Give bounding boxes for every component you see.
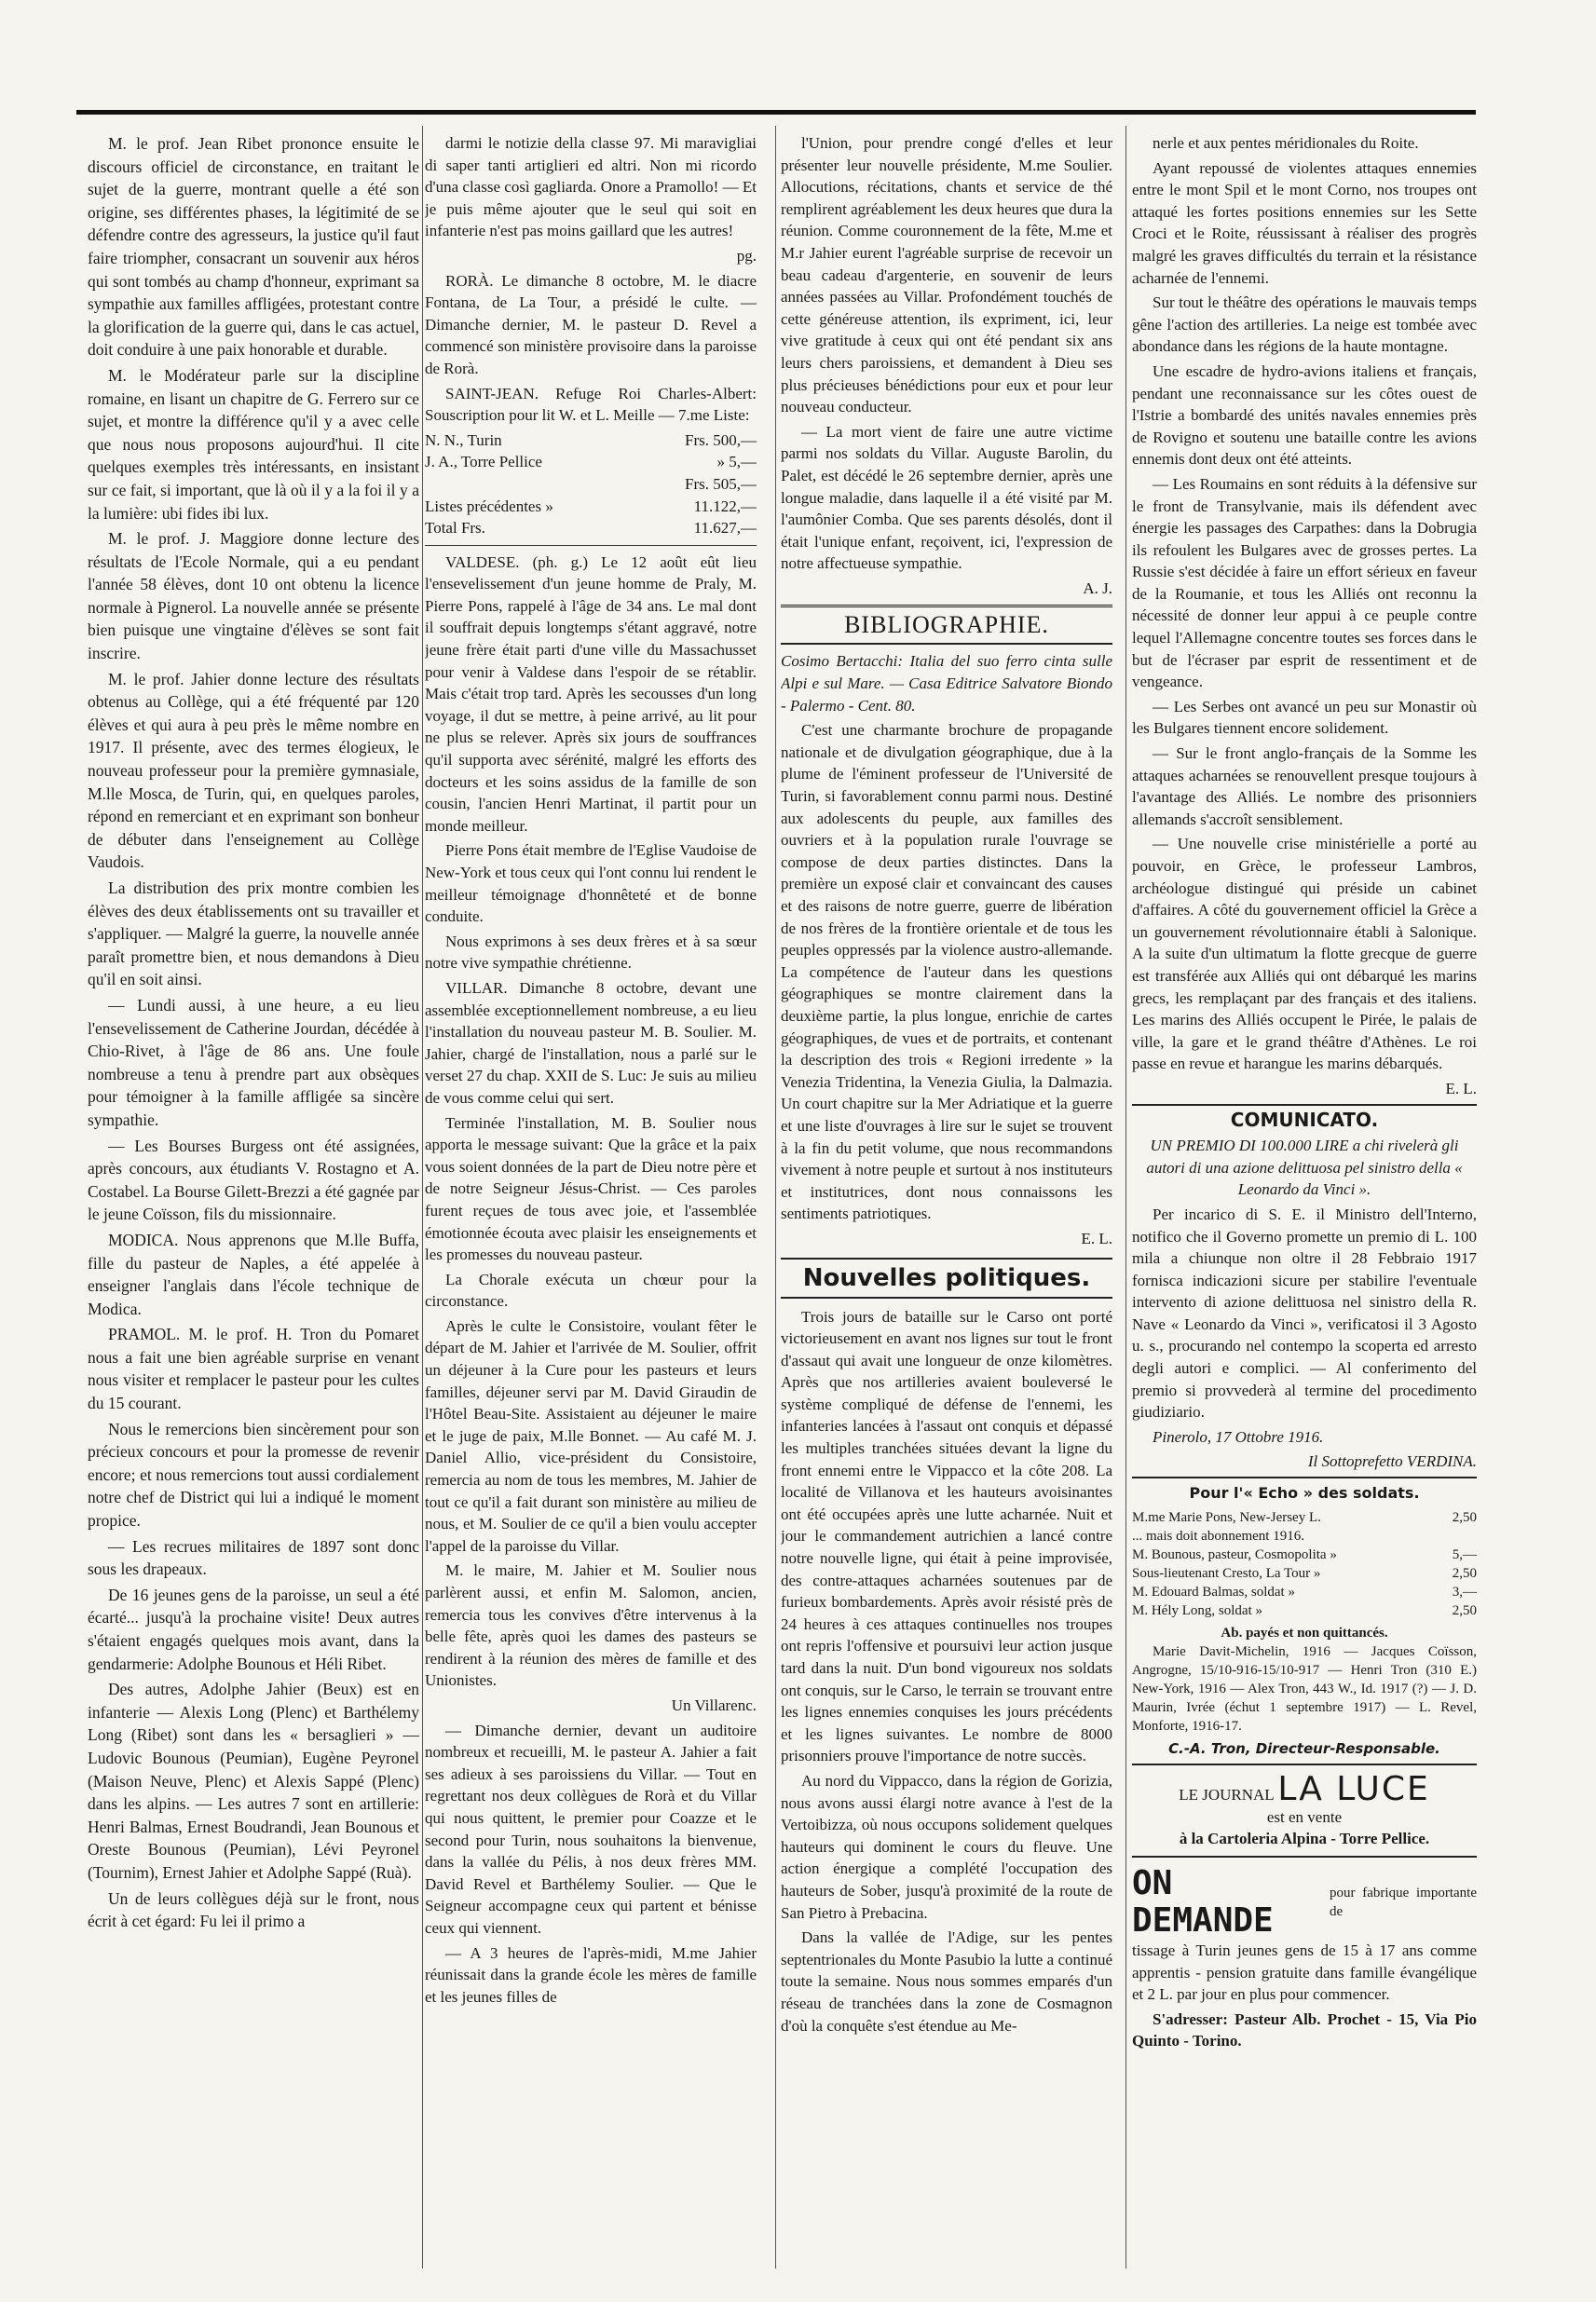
paragraph: — A 3 heures de l'après-midi, M.me Jahier réunissait dans la grande école les mères de famille et les jeunes filles de (425, 1943, 757, 2006)
paragraph: Nous exprimons à ses deux frères et à sa sœur notre vive sympathie chrétienne. (425, 932, 757, 973)
paragraph: Pierre Pons était membre de l'Eglise Vaudoise de New-York et tous ceux qui l'ont connu lui rendent le meilleur témoignage d'honnêteté et de bonne conduite. (425, 841, 757, 926)
paragraph: — Les Bourses Burgess ont été assignées, après concours, aux étudiants V. Rostagno et A. Costabel. La Bourse Gilett-Brezzi a été gagnée par le jeune Coïsson, fils du missionnaire. (88, 1136, 419, 1224)
paragraph: M. le prof. Jahier donne lecture des résultats obtenus au Collège, qui a été fréquenté par 120 élèves et qui aura à peu près le même nombre en 1917. Il présente, avec des termes élogieux, le nouveau professeur pour la première gymnasiale, M.lle Mosca, de Turin, qui, en quelques paroles, répond en remerciant et en exprimant son bonheur de débuter dans l'enseignement au Collège Vaudois. (88, 669, 419, 872)
nouvelles-politiques-title: Nouvelles politiques. (781, 1258, 1112, 1299)
paragraph: darmi le notizie della classe 97. Mi maravigliai di saper tanti artiglieri ed altri. Non mi ricordo d'una classe così gagliarda. Onore a Pramollo! — Et je puis même ajouter que le seul qui soit en infanterie n'est pas moins gaillard que les autres! (425, 134, 757, 240)
signature: E. L. (1445, 1079, 1477, 1097)
signature: E. L. (1081, 1229, 1112, 1247)
echo-row: M. Bounous, pasteur, Cosmopolita » 5,— (1132, 1546, 1477, 1562)
subscription-row: J. A., Torre Pellice » 5,— (425, 453, 757, 471)
abonnements-text: Marie Davit-Michelin, 1916 — Jacques Coïsson, Angrogne, 15/10-916-15/10-917 — Henri Tron (310 E.) New-York, 1916 — Alex Tron, 443 W., Id. 1917 (?) — J. D. Maurin, Ivrée (échut 1 septembre 1917) — L. Revel, Monforte, 1916-17. (1132, 1643, 1477, 1734)
column-1 (88, 132, 419, 2275)
paragraph: — Les Serbes ont avancé un peu sur Monastir où les Bulgares tiennent encore solidement. (1132, 697, 1477, 738)
comunicato-text: Per incarico di S. E. il Ministro dell'Interno, notifico che il Governo promette un premio di L. 100 mila a chiunque non oltre il 28 Febbraio 1917 fornisca indicazioni sicure per stabilire l'eventuale intervento di azione delittuosa nel sinistro della R. Nave « Leonardo da Vinci », verificatosi il 3 Agosto u. s., procurando nel contempo la scoperta ed arresto degli autori e complici. — Al conferimento del premio si provvederà al termine del procedimento giudiziario. (1132, 1205, 1477, 1422)
paragraph: — Dimanche dernier, devant un auditoire nombreux et recueilli, M. le pasteur A. Jahier a fait ses adieux à ses paroissiens du Villar. — Tout en regrettant nos deux collègues de Rorà et du Villar qui nous quittent, le premier pour Coazze et le second pour Turin, nous souhaitons la bienvenue, dans la vallée du Pélis, à nos deux frères MM. David Revel et Barthélemy Soulier. — Que le Seigneur accompagne ceux qui partent et bénisse ceux qui viennent. (425, 1721, 757, 1937)
column-divider (422, 126, 423, 2268)
paragraph: MODICA. Nous apprenons que M.lle Buffa, fille du pasteur de Naples, a été appelée à enseigner l'anglais dans l'école technique de Modica. (88, 1230, 419, 1318)
paragraph: — Une nouvelle crise ministérielle a porté au pouvoir, en Grèce, le professeur Lambros, archéologue distingué qui préside un cabinet d'affaires. A côté du gouvernement officiel la Grèce a un gouvernement révolutionnaire établi à Salonique. A la suite d'un ultimatum la flotte grecque de guerre est transférée aux Alliés qui ont débarqué les marins grecs, les remplaçant par des français et des italiens. Les marins des Alliés occupent le Pirée, le palais de ville, la gare et le grand théâtre d'Athènes. Le roi passe en revue et harangue les marins débarqués. (1132, 835, 1477, 1073)
paragraph: M. le prof. J. Maggiore donne lecture des résultats de l'Ecole Normale, qui a eu pendant l'année 58 élèves, dont 10 ont obtenu la licence normale à Pignerol. La nouvelle année se présente bien puisque une vingtaine d'élèves se sont fait inscrire. (88, 529, 419, 663)
paragraph: l'Union, pour prendre congé d'elles et leur présenter leur nouvelle présidente, M.me Soulier. Allocutions, récitations, chants et service de thé remplirent agréablement les deux heures que dura la réunion. Comme couronnement de la fête, M.me et M.r Jahier eurent l'agréable surprise de recevoir un beau cadeau d'argenterie, en souvenir de leurs années passées au Villar. Profondément touchés de cette généreuse attention, ils expriment, ici, leur vive gratitude à ceux qui ont été pendant six ans leurs chers paroissiens, et demandent à Dieu ses plus précieuses bénédictions pour eux et pour leur nouveau conducteur. (781, 134, 1112, 416)
paragraph: Un de leurs collègues déjà sur le front, nous écrit à cet égard: Fu lei il primo a (88, 1888, 419, 1931)
paragraph: PRAMOL. M. le prof. H. Tron du Pomaret nous a fait une bien agréable surprise en venant nous visiter et remplacer le pasteur pour les cultes du 15 courant. (88, 1325, 419, 1413)
echo-row: Sous-lieutenant Cresto, La Tour » 2,50 (1132, 1565, 1477, 1581)
paragraph: Dans la vallée de l'Adige, sur les pentes septentrionales du Monte Pasubio la lutte a continué toute la semaine. Nous nous sommes emparés d'un réseau de tranchées dans la zone de Cosmagnon d'où la conquête s'est étendue au Me- (781, 1928, 1112, 2035)
luce-sub: est en vente (1266, 1807, 1343, 1826)
paragraph: — La mort vient de faire une autre victime parmi nos soldats du Villar. Auguste Barolin, du Palet, est décédé le 26 septembre dernier, après une longue maladie, dans laquelle il a été visité par M. l'aumônier Comba. Que ses parents désolés, dont il était l'unique enfant, reçoivent, ici, l'expression de notre affectueuse sympathie. (781, 422, 1112, 573)
paragraph: La distribution des prix montre combien les élèves des deux établissements ont su travailler et s'appliquer. — Malgré la guerre, la nouvelle année paraît promettre bien, et nous demandons à Dieu qu'il en soit ainsi. (88, 879, 419, 989)
on-demande-advert (1132, 1865, 1477, 2052)
luce-pre: LE JOURNAL (1179, 1786, 1275, 1805)
paragraph: Des autres, Adolphe Jahier (Beux) est en infanterie — Alexis Long (Plenc) et Barthélemy Long (Ribet) sont dans les « bersaglieri » — Ludovic Bounous (Peumian), Eugène Peyronel (Maison Neuve, Plenc) et Alexis Sappé (Plenc) dans les alpins. — Les autres 7 sont en artillerie: Henri Balmas, Ernest Boudrandi, Jean Bounous et Oreste Bounous (Peumian), Lévi Peyronel (Tournim), Ernest Jahier et Adolphe Sappé (Ruà). (88, 1680, 419, 1882)
paragraph: VALDESE. (ph. g.) Le 12 août eût lieu l'ensevelissement d'un jeune homme de Praly, M. Pierre Pons, rappelé à l'âge de 34 ans. Le mal dont il souffrait depuis longtemps s'étant aggravé, notre jeune frère était parti d'une ville du Massachusset pour venir à Valdese dans l'espoir de se rétablir. Mais c'était trop tard. Après les secousses d'un long voyage, il dut se mettre, à peine arrivé, au lit pour ne plus se relever. Après six jours de souffrances qu'il supporta avec sérénité, malgré les efforts des docteurs et les soins assidus de la famille de son cousin, l'ancien Henri Martinat, il partit pour un monde meilleur. (425, 552, 757, 835)
comunicato-date: Pinerolo, 17 Ottobre 1916. (1153, 1427, 1324, 1446)
signature: Un Villarenc. (671, 1696, 757, 1714)
paragraph: RORÀ. Le dimanche 8 octobre, M. le diacre Fontana, de La Tour, a présidé le culte. — Dimanche dernier, M. le pasteur D. Revel a commencé son ministère provisoire dans la paroisse de Rorà. (425, 271, 757, 377)
column-divider (775, 126, 776, 2268)
column-2 (425, 132, 757, 2275)
paragraph: Au nord du Vippacco, dans la région de Gorizia, nous avons aussi élargi notre avance à l'est de la Vertoibizza, où nous occupons solidement quelques hauteurs qui dominent le cours du fleuve. Une action énergique a complété l'occupation des hauteurs de Sober, jusqu'à proximité de la route de San Pietro à Prebacina. (781, 1771, 1112, 1922)
echo-row: ... mais doit abonnement 1916. (1132, 1528, 1304, 1544)
bibliographie-title: BIBLIOGRAPHIE. (781, 605, 1112, 645)
paragraph: Ayant repoussé de violentes attaques ennemies entre le mont Spil et le mont Corno, nos troupes ont attaqué les fortes positions ennemies sur les Sette Croci et le Roite, réussissant à réaliser des progrès malgré les graves difficultés du terrain et la résistance acharnée de l'ennemi. (1132, 158, 1477, 287)
paragraph: — Les Roumains en sont réduits à la défensive sur le front de Transylvanie, mais ils défendent avec énergie les passages des Carpathes: dans la Dobrugia ils refoulent les Bulgares avec de grosses pertes. La Russie s'est décidée à faire un effort sérieux en faveur de la Roumanie, et tous les Alliés ont reconnu la nécessité de donner leur appui à ce peuple contre lequel l'Allemagne concentre toutes ses forces dans le but de l'écraser par esprit de ressentiment et de vengeance. (1132, 474, 1477, 691)
paragraph: SAINT-JEAN. Refuge Roi Charles-Albert: Souscription pour lit W. et L. Meille — 7.me Liste: (425, 384, 757, 425)
paragraph: La Chorale exécuta un chœur pour la circonstance. (425, 1270, 757, 1311)
comunicato-signature: Il Sottoprefetto VERDINA. (1307, 1452, 1477, 1471)
echo-title: Pour l'« Echo » des soldats. (1132, 1477, 1477, 1505)
demande-side: pour fabrique importante de (1330, 1886, 1477, 1919)
paragraph: — Les recrues militaires de 1897 sont donc sous les drapeaux. (88, 1536, 419, 1579)
la-luce-advert (1132, 1770, 1477, 1858)
subscription-row: Total Frs. 11.627,— (425, 519, 757, 538)
subscription-row: Listes précédentes » 11.122,— (425, 497, 757, 515)
echo-list (1132, 1508, 1477, 1620)
paragraph: — Lundi aussi, à une heure, a eu lieu l'ensevelissement de Catherine Jourdan, décédée à Chio-Rivet, à l'âge de 86 ans. Une foule nombreuse a tenu à prendre part aux obsèques pour témoigner à la famille affligée sa sincère sympathie. (88, 995, 419, 1129)
directeur-line: C.-A. Tron, Directeur-Responsable. (1132, 1738, 1477, 1766)
subscription-list (425, 429, 757, 539)
bibliographie-text: C'est une charmante brochure de propagande nationale et de divulgation géographique, due à la plume de l'éminent professeur de l'Université de Turin, si favorablement connu parmi nous. Destiné aux adolescents du peuple, aux familles des ouvriers et à la population rurale l'ouvrage se compose de deux parties distinctes. Dans la première un exposé clair et convaincant des causes et des raisons de notre guerre, guerre de libération de nos frères de la frontière orientale et de tous les peuples oppressés par la violence austro-allemande. La compétence de l'auteur dans les questions géographiques se montre clairement dans la deuxième partie, la plus longue, enrichie de cartes géographiques, de vues et de portraits, et contenant la description des trois « Regioni irredente » la Venezia Tridentina, la Venezia Giulia, la Dalmazia. Un court chapitre sur la Mer Adriatique et la guerre et une liste d'ouvrages à lire sur le sujet se trouvent à la fin du petit volume, que nous recommandons vivement à notre peuple et surtout à nos instituteurs et institutrices, dont nous connaissons les sentiments patriotiques. (781, 721, 1112, 1223)
paragraph: M. le prof. Jean Ribet prononce ensuite le discours officiel de circonstance, en traitant le sujet de la guerre, montrant quelle a été son origine, ses différentes phases, la légitimité de se défendre contre des agresseurs, la justice qu'il faut faire triompher, consacrant un souvenir aux héros qui sont tombés au champ d'honneur, exprimant sa sympathie aux familles affligées, protestant contre la glorification de la guerre qui, dans le cas actuel, doit conduire à une paix honorable et durable. (88, 134, 419, 360)
paragraph: Après le culte le Consistoire, voulant fêter le départ de M. Jahier et l'arrivée de M. Soulier, offrit un déjeuner à la Cure pour les pasteurs et leurs familles, déjeuner servi par M. David Giraudin de l'Hôtel Beau-Site. Assistaient au déjeuner le maire et le juge de paix, M.lle Bonnet. — Au café M. J. Daniel Allio, vice-président du Consistoire, remercia au nom de tous les membres, M. Jahier de tout ce qu'il a fait durant son ministère au milieu de nous, et M. Soulier de ce qu'il a bien voulu accepter l'appel de la paroisse du Villar. (425, 1316, 757, 1555)
top-rule (76, 110, 1476, 115)
paragraph: — Sur le front anglo-français de la Somme les attaques acharnées se renouvellent presque toujours à l'avantage des Alliés. Le nombre des prisonniers allemands s'accroît sensiblement. (1132, 744, 1477, 828)
luce-title: LA LUCE (1277, 1770, 1430, 1809)
abonnements-title: Ab. payés et non quittancés. (1221, 1625, 1388, 1641)
paragraph: Nous le remercions bien sincèrement pour son précieux concours et pour la promesse de revenir encore; et nous remercions tout aussi cordialement notre chef de District qui lui a indiqué le moment propice. (88, 1419, 419, 1531)
paragraph: Une escadre de hydro-avions italiens et français, pendant une reconnaissance sur les côtes ouest de l'Istrie a bombardé des unités navales ennemies près de Rovigno et soutenu une bataille contre les avions ennemis dont deux ont été atteints. (1132, 361, 1477, 469)
paragraph: nerle et aux pentes méridionales du Roite. (1153, 134, 1419, 152)
bibliographie-reference: Cosimo Bertacchi: Italia del suo ferro cinta sulle Alpi e sul Mare. — Casa Editrice Salvatore Biondo - Palermo - Cent. 80. (781, 652, 1112, 715)
luce-where: à la Cartoleria Alpina - Torre Pellice. (1179, 1830, 1430, 1848)
demande-text: tissage à Turin jeunes gens de 15 à 17 ans comme apprentis - pension gratuite dans famille évangélique et 2 L. par jour en plus pour commencer. (1132, 1941, 1477, 2004)
signature: pg. (736, 246, 757, 265)
paragraph: De 16 jeunes gens de la paroisse, un seul a été écarté... jusqu'à la prochaine visite! Deux autres s'étaient engagés quelques mois avant, dans la gendarmerie: Adolphe Bounous et Héli Ribet. (88, 1585, 419, 1673)
signature: A. J. (1083, 579, 1112, 597)
subscription-row: Frs. 505,— (685, 474, 757, 493)
echo-row: M.me Marie Pons, New-Jersey L. 2,50 (1132, 1509, 1477, 1525)
column-divider (1125, 126, 1126, 2268)
column-3 (781, 132, 1112, 2275)
paragraph: M. le Modérateur parle sur la discipline romaine, en lisant un chapitre de G. Ferrero sur ce sujet, et montre la différence qu'il y a avec celle que nous nous proposons aujourd'hui. Il cite quelques exemples très intéressants, en insistant sur ce fait, si important, que là où il y a la foi il y a la lumière: ubi fides ibi lux. (88, 365, 419, 523)
echo-row: M. Edouard Balmas, soldat » 3,— (1132, 1584, 1477, 1600)
paragraph: Trois jours de bataille sur le Carso ont porté victorieusement en avant nos lignes sur tout le front d'assaut qui avait une longueur de onze kilomètres. Après que nos artilleries avaient bouleversé le système compliqué de défense de l'ennemi, les infanteries lancées à l'assaut ont conquis et dépassé les multiples tranchées situées devant la ligne du front ennemi entre le Vippacco et la côte 208. La localité de Villanova et les hauteurs avoisinantes ont été occupées après une lutte acharnée. Nuit et jour le commandement autrichien a lancé contre notre nouvelle ligne, qui était à peine improvisée, des contre-attaques acharnées soutenues par de furieux bombardements. Après avoir résisté près de 24 heures à ces attaques continuelles nos troupes ont repris l'offensive et poursuivi leur action jusque tard dans la nuit. D'un bond vigoureux nos soldats ont conquis, sur le Carso, le terrain se trouvant entre les lignes ennemies conquises les jours précédents et les lignes suivantes. Le nombre de 8000 prisonniers prouve l'importance de notre succès. (781, 1307, 1112, 1765)
comunicato-title: COMUNICATO. (1132, 1104, 1477, 1132)
demande-address: S'adresser: Pasteur Alb. Prochet - 15, Via Pio Quinto - Torino. (1132, 2009, 1477, 2050)
echo-row: M. Hély Long, soldat » 2,50 (1132, 1602, 1477, 1618)
column-4 (1132, 132, 1477, 2275)
subscription-row: N. N., Turin Frs. 500,— (425, 430, 757, 449)
paragraph: Sur tout le théâtre des opérations le mauvais temps gêne l'action des artilleries. La neige est tombée avec abondance dans les régions de la haute montagne. (1132, 293, 1477, 356)
paragraph: M. le maire, M. Jahier et M. Soulier nous parlèrent aussi, et enfin M. Salomon, ancien, remercia tous les convives d'être intervenus à la belle fête, après quoi les dames des pasteurs se rendirent à la réunion des mères de famille et des Unionistes. (425, 1561, 757, 1690)
comunicato-headline: UN PREMIO DI 100.000 LIRE a chi rivelerà gli autori di una azione delittuosa pel sinistro della « Leonardo da Vinci ». (1146, 1137, 1463, 1199)
paragraph: VILLAR. Dimanche 8 octobre, devant une assemblée exceptionnellement nombreuse, a eu lieu l'installation du nouveau pasteur M. B. Soulier. M. Jahier, chargé de l'installation, nous a parlé sur le verset 27 du chap. XXII de S. Luc: Je suis au milieu de vous comme celui qui sert. (425, 978, 757, 1107)
demande-title: ON DEMANDE (1132, 1864, 1274, 1940)
paragraph: Terminée l'installation, M. B. Soulier nous apporta le message suivant: Que la grâce et la paix vous soient données de la part de Dieu notre père et de notre Seigneur Jésus-Christ. — Ces paroles furent reçues de tous avec joie, et l'assemblée émotionnée écouta avec plaisir les enseignements et les promesses du nouveau pasteur. (425, 1113, 757, 1264)
